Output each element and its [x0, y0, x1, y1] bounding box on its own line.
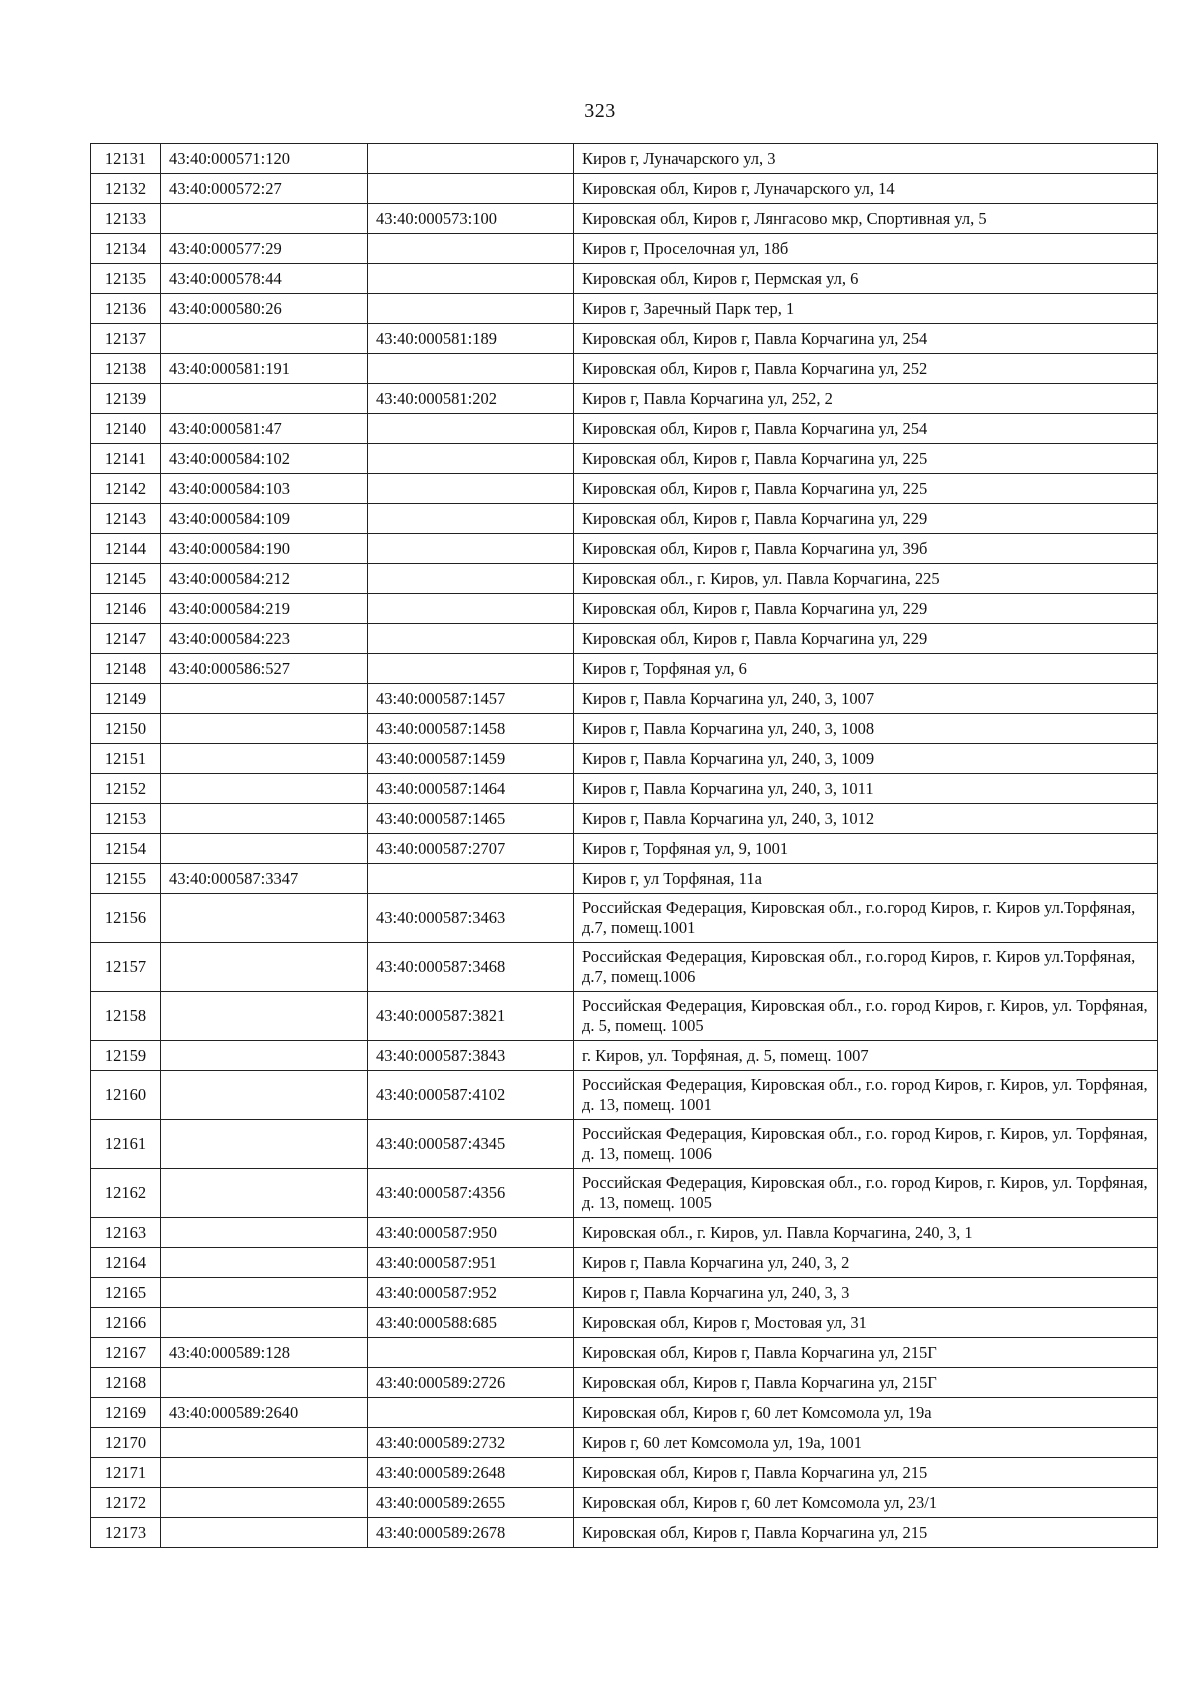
address-cell: Кировская обл, Киров г, Павла Корчагина ул, 229 [574, 624, 1158, 654]
cadastral-number-secondary: 43:40:000587:1459 [368, 744, 574, 774]
cadastral-number-secondary [368, 534, 574, 564]
table-row [91, 1428, 1158, 1458]
table-row [91, 714, 1158, 744]
cadastral-number-secondary: 43:40:000589:2678 [368, 1518, 574, 1548]
cadastral-number-secondary [368, 474, 574, 504]
table-row [91, 294, 1158, 324]
table-row [91, 774, 1158, 804]
address-cell: Киров г, Луначарского ул, 3 [574, 144, 1158, 174]
address-cell: Кировская обл, Киров г, Павла Корчагина ул, 225 [574, 444, 1158, 474]
address-cell: Российская Федерация, Кировская обл., г.о. город Киров, г. Киров, ул. Торфяная, д. 5, помещ. 1005 [574, 992, 1158, 1041]
cadastral-number-secondary: 43:40:000587:1458 [368, 714, 574, 744]
row-number: 12137 [91, 324, 161, 354]
table-row [91, 1398, 1158, 1428]
table-row [91, 534, 1158, 564]
table-row [91, 1278, 1158, 1308]
cadastral-number-secondary [368, 414, 574, 444]
cadastral-number-secondary: 43:40:000589:2732 [368, 1428, 574, 1458]
row-number: 12154 [91, 834, 161, 864]
row-number: 12169 [91, 1398, 161, 1428]
address-cell: Российская Федерация, Кировская обл., г.о. город Киров, г. Киров, ул. Торфяная, д. 13, помещ. 1005 [574, 1169, 1158, 1218]
row-number: 12156 [91, 894, 161, 943]
address-cell: Киров г, Торфяная ул, 9, 1001 [574, 834, 1158, 864]
cadastral-number-primary [161, 992, 368, 1041]
row-number: 12141 [91, 444, 161, 474]
row-number: 12168 [91, 1368, 161, 1398]
table-row [91, 414, 1158, 444]
cadastral-number-secondary: 43:40:000587:3843 [368, 1041, 574, 1071]
cadastral-number-secondary: 43:40:000587:951 [368, 1248, 574, 1278]
table-row [91, 234, 1158, 264]
cadastral-number-primary [161, 1169, 368, 1218]
table-row [91, 1248, 1158, 1278]
table-row [91, 444, 1158, 474]
row-number: 12152 [91, 774, 161, 804]
address-cell: Киров г, Проселочная ул, 18б [574, 234, 1158, 264]
cadastral-number-primary: 43:40:000581:47 [161, 414, 368, 444]
address-cell: Кировская обл, Киров г, Павла Корчагина ул, 215Г [574, 1338, 1158, 1368]
row-number: 12157 [91, 943, 161, 992]
cadastral-number-primary [161, 1120, 368, 1169]
table-row [91, 504, 1158, 534]
row-number: 12134 [91, 234, 161, 264]
address-cell: Киров г, Заречный Парк тер, 1 [574, 294, 1158, 324]
cadastral-number-primary: 43:40:000572:27 [161, 174, 368, 204]
address-cell: Киров г, Торфяная ул, 6 [574, 654, 1158, 684]
cadastral-number-primary [161, 1518, 368, 1548]
row-number: 12132 [91, 174, 161, 204]
cadastral-number-secondary: 43:40:000587:4102 [368, 1071, 574, 1120]
row-number: 12160 [91, 1071, 161, 1120]
table-row [91, 654, 1158, 684]
cadastral-number-secondary [368, 444, 574, 474]
table-row [91, 943, 1158, 992]
row-number: 12172 [91, 1488, 161, 1518]
cadastral-number-primary [161, 384, 368, 414]
cadastral-number-primary [161, 1428, 368, 1458]
address-cell: Кировская обл, Киров г, Павла Корчагина ул, 229 [574, 594, 1158, 624]
table-row [91, 1458, 1158, 1488]
cadastral-number-secondary [368, 234, 574, 264]
cadastral-number-secondary: 43:40:000587:3463 [368, 894, 574, 943]
cadastral-number-primary: 43:40:000584:223 [161, 624, 368, 654]
cadastral-number-secondary: 43:40:000587:1465 [368, 804, 574, 834]
address-cell: Кировская обл, Киров г, Пермская ул, 6 [574, 264, 1158, 294]
table-row [91, 144, 1158, 174]
cadastral-number-primary [161, 1041, 368, 1071]
row-number: 12138 [91, 354, 161, 384]
row-number: 12162 [91, 1169, 161, 1218]
row-number: 12158 [91, 992, 161, 1041]
row-number: 12155 [91, 864, 161, 894]
cadastral-number-secondary: 43:40:000587:1457 [368, 684, 574, 714]
cadastral-number-primary [161, 1071, 368, 1120]
table-row [91, 1041, 1158, 1071]
table-row [91, 1518, 1158, 1548]
cadastral-number-primary: 43:40:000589:2640 [161, 1398, 368, 1428]
row-number: 12171 [91, 1458, 161, 1488]
address-cell: Кировская обл., г. Киров, ул. Павла Корчагина, 240, 3, 1 [574, 1218, 1158, 1248]
address-cell: Киров г, Павла Корчагина ул, 240, 3, 3 [574, 1278, 1158, 1308]
cadastral-number-primary: 43:40:000584:102 [161, 444, 368, 474]
row-number: 12153 [91, 804, 161, 834]
cadastral-number-primary [161, 774, 368, 804]
row-number: 12149 [91, 684, 161, 714]
table-row [91, 992, 1158, 1041]
cadastral-number-secondary [368, 504, 574, 534]
address-cell: Кировская обл, Киров г, Лянгасово мкр, Спортивная ул, 5 [574, 204, 1158, 234]
row-number: 12148 [91, 654, 161, 684]
cadastral-number-secondary [368, 654, 574, 684]
row-number: 12161 [91, 1120, 161, 1169]
cadastral-number-primary [161, 714, 368, 744]
address-cell: г. Киров, ул. Торфяная, д. 5, помещ. 1007 [574, 1041, 1158, 1071]
address-cell: Киров г, Павла Корчагина ул, 240, 3, 1012 [574, 804, 1158, 834]
address-cell: Кировская обл, Киров г, 60 лет Комсомола ул, 19а [574, 1398, 1158, 1428]
table-row [91, 174, 1158, 204]
cadastral-number-primary [161, 1308, 368, 1338]
table-row [91, 1169, 1158, 1218]
cadastral-number-secondary [368, 864, 574, 894]
row-number: 12159 [91, 1041, 161, 1071]
table-row [91, 804, 1158, 834]
address-cell: Киров г, Павла Корчагина ул, 240, 3, 1008 [574, 714, 1158, 744]
address-cell: Киров г, Павла Корчагина ул, 240, 3, 1011 [574, 774, 1158, 804]
cadastral-number-secondary: 43:40:000587:3821 [368, 992, 574, 1041]
table-row [91, 204, 1158, 234]
cadastral-number-secondary [368, 144, 574, 174]
cadastral-number-primary [161, 1248, 368, 1278]
address-cell: Кировская обл, Киров г, Павла Корчагина ул, 254 [574, 414, 1158, 444]
row-number: 12170 [91, 1428, 161, 1458]
cadastral-number-secondary [368, 1398, 574, 1428]
cadastral-number-secondary [368, 624, 574, 654]
address-cell: Киров г, Павла Корчагина ул, 252, 2 [574, 384, 1158, 414]
address-cell: Киров г, Павла Корчагина ул, 240, 3, 2 [574, 1248, 1158, 1278]
row-number: 12146 [91, 594, 161, 624]
cadastral-number-secondary [368, 564, 574, 594]
table-row [91, 384, 1158, 414]
cadastral-number-primary: 43:40:000584:212 [161, 564, 368, 594]
table-body [91, 144, 1158, 1548]
table-row [91, 684, 1158, 714]
address-cell: Российская Федерация, Кировская обл., г.о.город Киров, г. Киров ул.Торфяная, д.7, помещ.1001 [574, 894, 1158, 943]
row-number: 12164 [91, 1248, 161, 1278]
address-cell: Кировская обл, Киров г, 60 лет Комсомола ул, 23/1 [574, 1488, 1158, 1518]
cadastral-number-primary [161, 804, 368, 834]
address-cell: Кировская обл., г. Киров, ул. Павла Корчагина, 225 [574, 564, 1158, 594]
cadastral-number-primary [161, 1218, 368, 1248]
cadastral-number-secondary: 43:40:000588:685 [368, 1308, 574, 1338]
cadastral-number-primary: 43:40:000587:3347 [161, 864, 368, 894]
address-cell: Кировская обл, Киров г, Павла Корчагина ул, 215 [574, 1458, 1158, 1488]
address-cell: Российская Федерация, Кировская обл., г.о. город Киров, г. Киров, ул. Торфяная, д. 13, помещ. 1001 [574, 1071, 1158, 1120]
address-cell: Киров г, Павла Корчагина ул, 240, 3, 1007 [574, 684, 1158, 714]
cadastral-number-secondary: 43:40:000587:952 [368, 1278, 574, 1308]
cadastral-number-secondary: 43:40:000581:202 [368, 384, 574, 414]
table-row [91, 594, 1158, 624]
table-row [91, 1308, 1158, 1338]
cadastral-number-primary [161, 744, 368, 774]
address-cell: Киров г, 60 лет Комсомола ул, 19а, 1001 [574, 1428, 1158, 1458]
cadastral-number-primary: 43:40:000571:120 [161, 144, 368, 174]
table-row [91, 1338, 1158, 1368]
cadastral-number-secondary: 43:40:000587:4345 [368, 1120, 574, 1169]
cadastral-number-primary: 43:40:000584:219 [161, 594, 368, 624]
cadastral-number-primary [161, 684, 368, 714]
table-row [91, 354, 1158, 384]
address-cell: Кировская обл, Киров г, Павла Корчагина ул, 252 [574, 354, 1158, 384]
address-cell: Кировская обл, Киров г, Павла Корчагина ул, 225 [574, 474, 1158, 504]
address-cell: Кировская обл, Киров г, Луначарского ул, 14 [574, 174, 1158, 204]
address-cell: Кировская обл, Киров г, Павла Корчагина ул, 215Г [574, 1368, 1158, 1398]
cadastral-number-primary: 43:40:000584:103 [161, 474, 368, 504]
table-row [91, 1488, 1158, 1518]
cadastral-number-primary [161, 204, 368, 234]
cadastral-number-primary: 43:40:000586:527 [161, 654, 368, 684]
row-number: 12147 [91, 624, 161, 654]
table-row [91, 564, 1158, 594]
table-row [91, 1218, 1158, 1248]
row-number: 12163 [91, 1218, 161, 1248]
cadastral-number-secondary [368, 294, 574, 324]
row-number: 12135 [91, 264, 161, 294]
address-cell: Кировская обл, Киров г, Павла Корчагина ул, 229 [574, 504, 1158, 534]
cadastral-number-primary: 43:40:000577:29 [161, 234, 368, 264]
row-number: 12144 [91, 534, 161, 564]
cadastral-number-secondary: 43:40:000589:2726 [368, 1368, 574, 1398]
cadastral-number-primary [161, 1278, 368, 1308]
address-cell: Кировская обл, Киров г, Мостовая ул, 31 [574, 1308, 1158, 1338]
cadastral-number-primary: 43:40:000584:109 [161, 504, 368, 534]
cadastral-number-secondary [368, 1338, 574, 1368]
cadastral-number-secondary: 43:40:000573:100 [368, 204, 574, 234]
address-cell: Киров г, ул Торфяная, 11а [574, 864, 1158, 894]
row-number: 12131 [91, 144, 161, 174]
cadastral-number-primary [161, 324, 368, 354]
table-row [91, 264, 1158, 294]
address-cell: Кировская обл, Киров г, Павла Корчагина ул, 39б [574, 534, 1158, 564]
cadastral-number-secondary: 43:40:000587:4356 [368, 1169, 574, 1218]
row-number: 12166 [91, 1308, 161, 1338]
cadastral-number-primary [161, 1458, 368, 1488]
cadastral-number-secondary: 43:40:000587:3468 [368, 943, 574, 992]
address-cell: Российская Федерация, Кировская обл., г.о.город Киров, г. Киров ул.Торфяная, д.7, помещ.1006 [574, 943, 1158, 992]
table-row [91, 474, 1158, 504]
cadastral-number-primary [161, 1488, 368, 1518]
row-number: 12165 [91, 1278, 161, 1308]
cadastral-number-secondary: 43:40:000587:1464 [368, 774, 574, 804]
table-row [91, 624, 1158, 654]
row-number: 12151 [91, 744, 161, 774]
row-number: 12167 [91, 1338, 161, 1368]
cadastral-number-secondary: 43:40:000587:950 [368, 1218, 574, 1248]
cadastral-number-primary [161, 1368, 368, 1398]
table-row [91, 1071, 1158, 1120]
table-row [91, 834, 1158, 864]
address-cell: Кировская обл, Киров г, Павла Корчагина ул, 215 [574, 1518, 1158, 1548]
cadastral-number-secondary: 43:40:000587:2707 [368, 834, 574, 864]
cadastral-number-secondary: 43:40:000589:2655 [368, 1488, 574, 1518]
cadastral-number-secondary [368, 264, 574, 294]
row-number: 12143 [91, 504, 161, 534]
row-number: 12173 [91, 1518, 161, 1548]
row-number: 12139 [91, 384, 161, 414]
cadastral-number-secondary [368, 354, 574, 384]
property-registry-table [90, 143, 1158, 1548]
cadastral-number-primary: 43:40:000589:128 [161, 1338, 368, 1368]
table-row [91, 1120, 1158, 1169]
table-row [91, 324, 1158, 354]
address-cell: Российская Федерация, Кировская обл., г.о. город Киров, г. Киров, ул. Торфяная, д. 13, помещ. 1006 [574, 1120, 1158, 1169]
row-number: 12150 [91, 714, 161, 744]
cadastral-number-primary: 43:40:000581:191 [161, 354, 368, 384]
cadastral-number-primary [161, 894, 368, 943]
address-cell: Кировская обл, Киров г, Павла Корчагина ул, 254 [574, 324, 1158, 354]
cadastral-number-primary [161, 943, 368, 992]
cadastral-number-secondary: 43:40:000589:2648 [368, 1458, 574, 1488]
row-number: 12140 [91, 414, 161, 444]
row-number: 12136 [91, 294, 161, 324]
row-number: 12142 [91, 474, 161, 504]
table-row [91, 894, 1158, 943]
table-row [91, 1368, 1158, 1398]
cadastral-number-secondary: 43:40:000581:189 [368, 324, 574, 354]
cadastral-number-secondary [368, 174, 574, 204]
cadastral-number-primary: 43:40:000578:44 [161, 264, 368, 294]
cadastral-number-secondary [368, 594, 574, 624]
cadastral-number-primary: 43:40:000580:26 [161, 294, 368, 324]
table-row [91, 744, 1158, 774]
address-cell: Киров г, Павла Корчагина ул, 240, 3, 1009 [574, 744, 1158, 774]
page-number: 323 [584, 100, 616, 122]
cadastral-number-primary [161, 834, 368, 864]
table-row [91, 864, 1158, 894]
row-number: 12133 [91, 204, 161, 234]
cadastral-number-primary: 43:40:000584:190 [161, 534, 368, 564]
row-number: 12145 [91, 564, 161, 594]
